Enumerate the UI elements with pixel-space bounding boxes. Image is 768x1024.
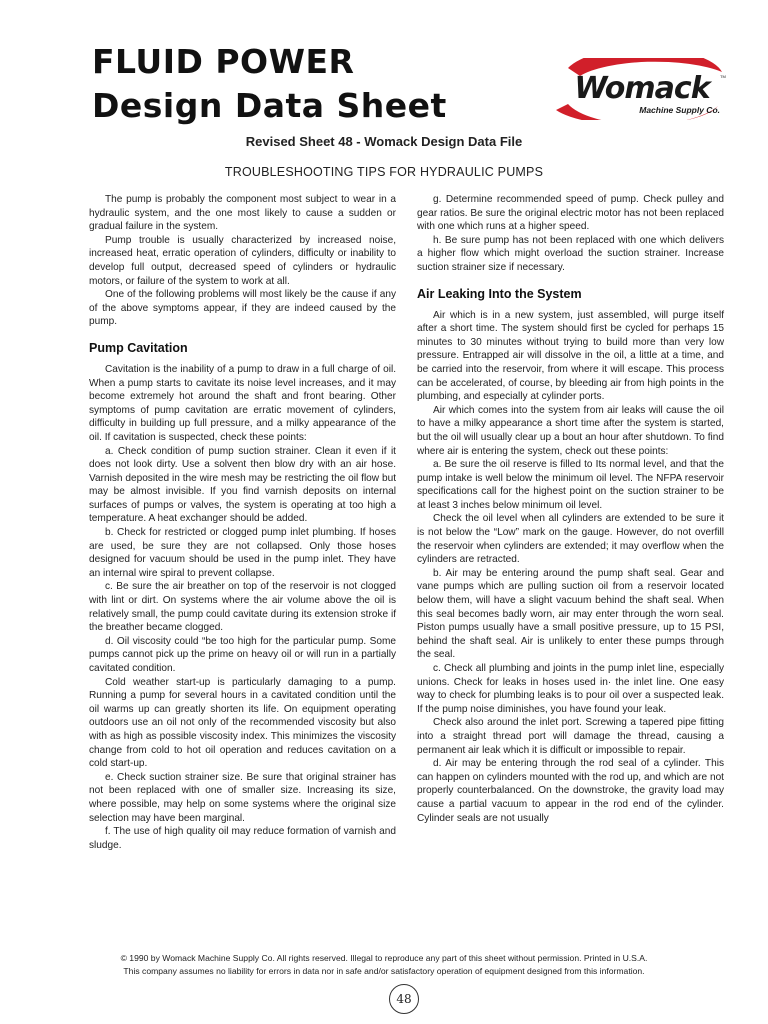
paragraph: d. Oil viscosity could “be too high for the particular pump. Some pumps cannot pick up the prime on heavy oil or will run in a partially cavitated condition.: [89, 635, 396, 674]
paragraph: b. Air may be entering around the pump shaft seal. Gear and vane pumps which are pulling suction oil from a reservoir located below them, will have a slight vacuum behind the shaft seal. When this seal becomes badly worn, air may enter through the worn seal. Piston pumps usually have a small positive pressure, up to 15 PSI, behind the shaft seal. Air is unlikely to enter these pumps through the seal.: [417, 567, 724, 661]
paragraph: e. Check suction strainer size. Be sure that original strainer has not been replaced with one of smaller size. Increasing its size, where possible, may help on some systems where the original size selection may have been marginal.: [89, 771, 396, 824]
heading-air-leaking: Air Leaking Into the System: [417, 286, 582, 301]
paragraph: Check the oil level when all cylinders are extended to be sure it is not below the “Low” mark on the gauge. However, do not overfill the reservoir when cylinders are extended; it may overflow when the cylinders are retracted.: [417, 513, 724, 566]
page-number: 48: [389, 984, 419, 1014]
sheet-subtitle: Revised Sheet 48 - Womack Design Data File: [245, 134, 523, 149]
title-line-1: FLUID POWER: [92, 42, 355, 81]
paragraph: Cavitation is the inability of a pump to draw in a full charge of oil. When a pump starts to cavitate its noise level increases, and it may become extremely hot around the shaft and front bearing. Other symptoms of pump cavitation are erratic movement of cylinders, difficulty in building up full pressure, and a milky appearance of the oil. If cavitation is suspected, check these points:: [89, 363, 396, 443]
paragraph: c. Be sure the air breather on top of the reservoir is not clogged with lint or dirt. On systems where the air volume above the oil is relatively small, the pump could cavitate during its extension stroke if the breather became clogged.: [89, 581, 396, 634]
paragraph: c. Check all plumbing and joints in the pump inlet line, especially unions. Check for leaks in hoses used in· the inlet line. One easy way to check for plumbing leaks is to pour oil over a suspected leak. If the pump noise diminishes, you have found your leak.: [417, 663, 724, 715]
copyright-line: © 1990 by Womack Machine Supply Co. All rights reserved. Illegal to reproduce any part of this sheet without permission. Printed in U.S.A.: [120, 953, 648, 963]
womack-logo: [550, 58, 730, 120]
paragraph: d. Air may be entering through the rod seal of a cylinder. This can happen on cylinders mounted with the rod up, and which are not properly counterbalanced. On the downstroke, the gravity load may cause a partial vacuum to appear in the rod end of the cylinder. Cylinder seals are not usually: [417, 758, 724, 824]
right-column: [417, 193, 724, 825]
paragraph: g. Determine recommended speed of pump. Check pulley and gear ratios. Be sure the original electric motor has not been replaced with one which runs at a higher speed.: [417, 194, 724, 233]
logo-wordmark: Womack: [574, 71, 710, 106]
paragraph: Pump trouble is usually characterized by increased noise, increased heat, erratic operation of cylinders, difficulty or inability to develop full output, decreased speed of cylinders or hydraulic motors, or failure of the system to work at all.: [89, 234, 396, 287]
paragraph: The pump is probably the component most subject to wear in a hydraulic system, and the one most likely to cause a sudden or gradual failure in the system.: [89, 194, 396, 233]
paragraph: h. Be sure pump has not been replaced with one which delivers a higher flow which might overload the suction strainer. Increase suction strainer size if necessary.: [417, 234, 724, 273]
paragraph: f. The use of high quality oil may reduce formation of varnish and sludge.: [89, 826, 396, 851]
logo-tagline: Machine Supply Co.: [639, 105, 720, 115]
paragraph: b. Check for restricted or clogged pump inlet plumbing. If hoses are used, be sure they are not collapsed. Only those hoses designed for vacuum should be used in the pump inlet. They have an internal wire spiral to prevent collapse.: [89, 527, 396, 579]
paragraph: Air which is in a new system, just assembled, will purge itself after a short time. The system should first be cycled for perhaps 15 minutes to 30 minutes without trying to build more than very low pressure. Entrapped air will dissolve in the oil, a little at a time, and be carried into the reservoir, from where it will escape. This process can be accelerated, of course, by bleeding air from high points in the plumbing, and especially at cylinder ports.: [417, 309, 724, 403]
section-title: TROUBLESHOOTING TIPS FOR HYDRAULIC PUMPS: [224, 165, 544, 179]
paragraph: Check also around the inlet port. Screwing a tapered pipe fitting into a straight thread port will damage the thread, causing a permanent air leak which it is difficult or impossible to repair.: [417, 717, 724, 756]
paragraph: a. Check condition of pump suction strainer. Clean it even if it does not look dirty. Use a solvent then blow dry with an air hose. Varnish deposited in the wire mesh may be restricting the oil flow but may be almost invisible. If you find varnish deposits on internal surfaces of pumps or valves, the system is operating at too high a temperature. A heat exchanger should be added.: [89, 445, 396, 525]
paragraph: One of the following problems will most likely be the cause if any of the above symptoms appear, if they are indeed caused by the pump.: [89, 289, 396, 328]
paragraph: a. Be sure the oil reserve is filled to Its normal level, and that the pump intake is well below the minimum oil level. The NFPA reservoir specifications call for the highest point on the suction strainer to be at least 3 inches below minimum oil level.: [417, 459, 724, 511]
title-line-2: Design Data Sheet: [92, 86, 447, 125]
logo-trademark: TM: [720, 74, 726, 79]
document-title: [92, 40, 447, 128]
paragraph: Cold weather start-up is particularly damaging to a pump. Running a pump for several hours in a cavitated condition until the oil warms up can greatly shorten its life. On equipment operating outdoors use an oil not only of the recommended viscosity but also with as high as possible viscosity index. This minimizes the viscosity change from cold to hot oil operation and reduces cavitation on a cold start-up.: [89, 676, 396, 770]
liability-line: This company assumes no liability for errors in data nor in safe and/or satisfactory operation of equipment designed from this information.: [123, 966, 645, 976]
copyright-footer: [0, 952, 768, 978]
paragraph: Air which comes into the system from air leaks will cause the oil to have a milky appearance a short time after the system is started, but the oil will usually clear up a bout an hour after shutdown. To find where air is entering the system, check out these points:: [417, 404, 724, 457]
heading-pump-cavitation: Pump Cavitation: [89, 340, 188, 355]
left-column: [89, 193, 396, 852]
